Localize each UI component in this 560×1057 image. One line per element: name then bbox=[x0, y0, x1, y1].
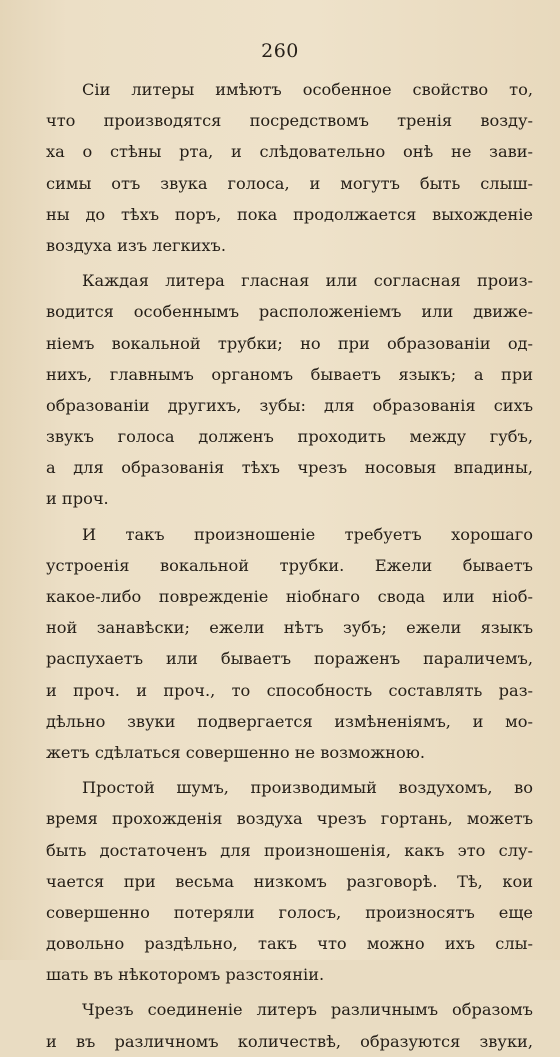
text-line: и проч. bbox=[46, 489, 109, 509]
text-line: ха о стѣны рта, и слѣдовательно онѣ не зави- bbox=[46, 142, 533, 162]
text-line: образованiи другихъ, зубы: для образованiя сихъ bbox=[46, 395, 533, 415]
text-line: жетъ сдѣлаться совершенно не возможною. bbox=[46, 742, 425, 762]
text-line: нiемъ вокальной трубки; но при образованiи од- bbox=[46, 333, 533, 353]
text-line: совершенно потеряли голосъ, произносятъ еще bbox=[46, 902, 533, 922]
paragraph bbox=[46, 74, 533, 261]
text-line: ны до тѣхъ поръ, пока продолжается выхожденiе bbox=[46, 204, 533, 224]
text-line: что производятся посредствомъ тренiя возду- bbox=[46, 111, 533, 131]
text-line: устроенiя вокальной трубки. Ежели бываетъ bbox=[46, 555, 533, 575]
text-line: и въ различномъ количествѣ, образуются звуки, bbox=[46, 1031, 533, 1051]
text-line: а для образованiя тѣхъ чрезъ носовыя впадины, bbox=[46, 458, 533, 478]
text-line: шать въ нѣкоторомъ разстоянiи. bbox=[46, 965, 325, 985]
text-line: распухаетъ или бываетъ пораженъ параличемъ, bbox=[46, 649, 533, 669]
text-line: нихъ, главнымъ органомъ бываетъ языкъ; а при bbox=[46, 364, 533, 384]
text-line: Простой шумъ, производимый воздухомъ, во bbox=[82, 778, 533, 798]
text-line: водится особеннымъ расположенiемъ или движе- bbox=[46, 302, 533, 322]
text-body bbox=[46, 74, 533, 1057]
text-line: Сiи литеры имѣютъ особенное свойство то, bbox=[82, 80, 533, 99]
text-line: время прохожденiя воздуха чрезъ гортань, можетъ bbox=[46, 809, 533, 829]
page-number: 260 bbox=[261, 40, 299, 62]
paragraph bbox=[46, 265, 533, 515]
text-line: и проч. и проч., то способность составлять раз- bbox=[46, 680, 533, 700]
text-line: чается при весьма низкомъ разговорѣ. Тѣ, кои bbox=[46, 871, 533, 891]
text-line: ной занавѣски; ежели нѣтъ зубъ; ежели языкъ bbox=[46, 618, 533, 638]
paragraph bbox=[46, 994, 533, 1056]
text-line: симы отъ звука голоса, и могутъ быть слыш- bbox=[46, 173, 533, 193]
text-line: воздуха изъ легкихъ. bbox=[46, 235, 226, 255]
paragraph bbox=[46, 772, 533, 990]
text-line: Чрезъ соединенiе литеръ различнымъ образомъ bbox=[82, 1000, 533, 1020]
text-line: быть достаточенъ для произношенiя, какъ это слу- bbox=[46, 840, 533, 860]
text-line: какое-либо поврежденiе нiобнаго свода или нiоб- bbox=[46, 587, 533, 606]
paragraph bbox=[46, 519, 533, 769]
text-line: И такъ произношенiе требуетъ хорошаго bbox=[82, 524, 533, 544]
text-line: звукъ голоса долженъ проходить между губъ, bbox=[46, 427, 533, 447]
text-line: дѣльно звуки подвергается измѣненiямъ, и мо- bbox=[46, 711, 533, 731]
text-line: Каждая литера гласная или согласная произ- bbox=[82, 271, 533, 291]
text-line: довольно раздѣльно, такъ что можно ихъ слы- bbox=[46, 934, 533, 954]
